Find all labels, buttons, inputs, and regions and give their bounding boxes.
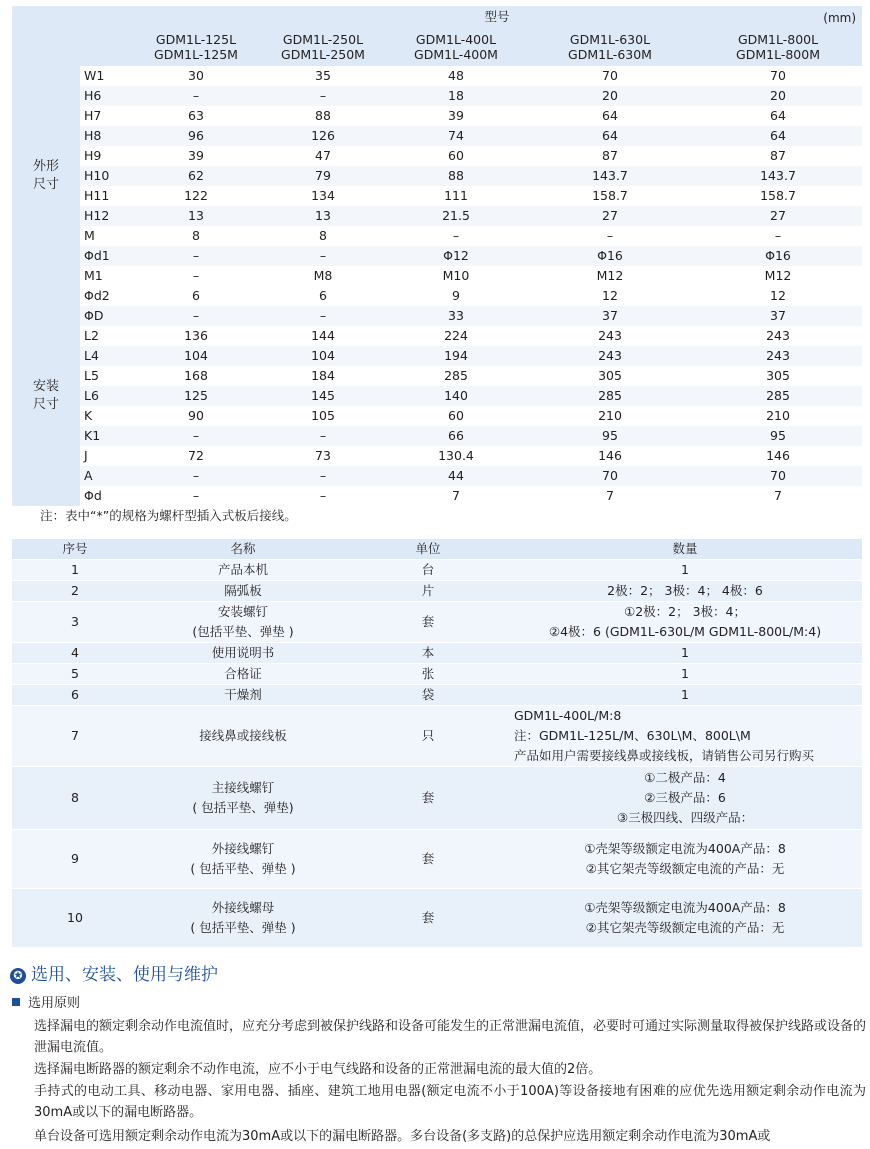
dimension-value: 111 bbox=[386, 186, 526, 206]
dimension-value: 79 bbox=[260, 166, 386, 186]
group-label bbox=[12, 286, 80, 506]
item-name-line: 使用说明书 bbox=[211, 645, 275, 660]
dimension-value: 305 bbox=[694, 366, 862, 386]
item-unit: 套 bbox=[348, 889, 508, 948]
dimension-value: 140 bbox=[386, 386, 526, 406]
paragraph: 手持式的电动工具、移动电器、家用电器、插座、建筑工地用电器(额定电流不小于100A)等设备接地有困难的应优先选用额定剩余动作电流为30mA或以下的漏电断路器。 bbox=[34, 1084, 866, 1120]
item-name-line: 干燥剂 bbox=[224, 687, 262, 702]
dimension-value: 70 bbox=[694, 466, 862, 486]
dimension-value: 105 bbox=[260, 406, 386, 426]
dimension-value: 18 bbox=[386, 86, 526, 106]
dimension-value: 95 bbox=[694, 426, 862, 446]
dimension-value: 37 bbox=[694, 306, 862, 326]
dimension-row bbox=[12, 126, 862, 146]
dimension-value: M10 bbox=[386, 266, 526, 286]
item-number: 10 bbox=[12, 889, 138, 948]
dimension-row bbox=[12, 386, 862, 406]
dimension-table bbox=[12, 6, 862, 506]
dimension-value: 64 bbox=[694, 126, 862, 146]
dimension-row bbox=[12, 146, 862, 166]
item-name-line: 外接线螺母 bbox=[211, 900, 275, 915]
dimension-value: 20 bbox=[526, 86, 694, 106]
accessory-row bbox=[12, 706, 862, 767]
dimension-value: 7 bbox=[526, 486, 694, 506]
item-name-line: 主接线螺钉 bbox=[211, 780, 275, 795]
dimension-value: 48 bbox=[386, 66, 526, 86]
dimension-value: M12 bbox=[694, 266, 862, 286]
item-name bbox=[138, 830, 348, 889]
accessory-row bbox=[12, 889, 862, 948]
dimension-value: 104 bbox=[260, 346, 386, 366]
item-number: 1 bbox=[12, 560, 138, 581]
model-name: GDM1L-125L bbox=[155, 32, 237, 47]
dimension-label: L4 bbox=[80, 346, 132, 366]
item-quantity bbox=[508, 643, 862, 664]
dimension-value: 243 bbox=[526, 346, 694, 366]
dimension-label: M1 bbox=[80, 266, 132, 286]
dimension-value: 70 bbox=[526, 466, 694, 486]
dimension-value: 285 bbox=[526, 386, 694, 406]
dimension-value: 130.4 bbox=[386, 446, 526, 466]
dimension-row bbox=[12, 406, 862, 426]
dimension-value: 64 bbox=[526, 106, 694, 126]
item-quantity-line: GDM1L-400L/M:8 bbox=[514, 708, 622, 723]
dimension-label: H11 bbox=[80, 186, 132, 206]
dimension-value: – bbox=[260, 486, 386, 506]
dimension-value: 126 bbox=[260, 126, 386, 146]
dimension-value: 122 bbox=[132, 186, 260, 206]
item-unit: 张 bbox=[348, 664, 508, 685]
dimension-value: 243 bbox=[694, 326, 862, 346]
dimension-value: 74 bbox=[386, 126, 526, 146]
item-name bbox=[138, 643, 348, 664]
item-quantity-line: ①壳架等级额定电流为400A产品：8 bbox=[584, 841, 786, 856]
item-quantity-line: ①2极：2； 3极：4； bbox=[624, 604, 746, 619]
dimension-row bbox=[12, 426, 862, 446]
item-number: 5 bbox=[12, 664, 138, 685]
item-quantity bbox=[508, 664, 862, 685]
dimension-row bbox=[12, 206, 862, 226]
item-unit: 套 bbox=[348, 602, 508, 643]
item-quantity-line: ①二极产品：4 bbox=[644, 770, 726, 785]
dimension-row bbox=[12, 226, 862, 246]
column-header: 名称 bbox=[138, 539, 348, 560]
dimension-row bbox=[12, 446, 862, 466]
dimension-label: H10 bbox=[80, 166, 132, 186]
dimension-label: A bbox=[80, 466, 132, 486]
dimension-value: 12 bbox=[526, 286, 694, 306]
dimension-label: Φd1 bbox=[80, 246, 132, 266]
dimension-value: 27 bbox=[526, 206, 694, 226]
dimension-value: 70 bbox=[694, 66, 862, 86]
item-name-line: 外接线螺钉 bbox=[211, 841, 275, 856]
dimension-value: 143.7 bbox=[526, 166, 694, 186]
dimension-value: Φ16 bbox=[694, 246, 862, 266]
dimension-value: 158.7 bbox=[694, 186, 862, 206]
item-quantity-line: 2极：2； 3极：4； 4极：6 bbox=[607, 583, 763, 598]
dimension-value: 88 bbox=[260, 106, 386, 126]
item-name-line: ( 包括平垫、弹垫) bbox=[192, 800, 294, 815]
dimension-value: – bbox=[260, 466, 386, 486]
dimension-value: M12 bbox=[526, 266, 694, 286]
model-header bbox=[694, 28, 862, 66]
dimension-value: 6 bbox=[132, 286, 260, 306]
model-name: GDM1L-250M bbox=[281, 47, 365, 62]
dimension-label: M bbox=[80, 226, 132, 246]
dimension-row bbox=[12, 466, 862, 486]
dimension-value: 285 bbox=[386, 366, 526, 386]
group-label-line: 外形 bbox=[32, 159, 59, 174]
item-name-line: 产品本机 bbox=[217, 562, 268, 577]
dimension-value: 64 bbox=[526, 126, 694, 146]
item-number: 8 bbox=[12, 767, 138, 830]
item-quantity-line: 1 bbox=[681, 666, 689, 681]
dimension-label: H8 bbox=[80, 126, 132, 146]
item-quantity-line: ①壳架等级额定电流为400A产品：8 bbox=[584, 900, 786, 915]
dimension-label: L5 bbox=[80, 366, 132, 386]
dimension-value: 35 bbox=[260, 66, 386, 86]
item-number: 2 bbox=[12, 581, 138, 602]
dimension-value: 144 bbox=[260, 326, 386, 346]
item-name bbox=[138, 706, 348, 767]
item-quantity-line: ②其它架壳等级额定电流的产品：无 bbox=[585, 861, 785, 876]
dimension-value: 146 bbox=[694, 446, 862, 466]
item-name bbox=[138, 560, 348, 581]
dimension-label: J bbox=[80, 446, 132, 466]
dimension-label: L6 bbox=[80, 386, 132, 406]
dimension-label: Φd2 bbox=[80, 286, 132, 306]
item-number: 4 bbox=[12, 643, 138, 664]
item-name-line: ( 包括平垫、弹垫 ) bbox=[190, 920, 296, 935]
dimension-label: L2 bbox=[80, 326, 132, 346]
corner-cell bbox=[12, 6, 132, 66]
accessory-row bbox=[12, 560, 862, 581]
model-name: GDM1L-400M bbox=[414, 47, 498, 62]
dimension-value: 158.7 bbox=[526, 186, 694, 206]
dimension-value: 87 bbox=[694, 146, 862, 166]
dimension-value: 146 bbox=[526, 446, 694, 466]
dimension-value: 7 bbox=[694, 486, 862, 506]
item-unit: 袋 bbox=[348, 685, 508, 706]
dimension-row bbox=[12, 66, 862, 86]
group-label bbox=[12, 66, 80, 286]
dimension-value: 8 bbox=[132, 226, 260, 246]
model-name: GDM1L-630L bbox=[569, 32, 651, 47]
dimension-value: 64 bbox=[694, 106, 862, 126]
column-header: 数量 bbox=[508, 539, 862, 560]
item-quantity bbox=[508, 706, 862, 767]
dimension-value: 243 bbox=[694, 346, 862, 366]
dimension-value: 39 bbox=[386, 106, 526, 126]
dimension-row bbox=[12, 306, 862, 326]
accessory-row bbox=[12, 602, 862, 643]
column-header: 单位 bbox=[348, 539, 508, 560]
paragraph: 单台设备可选用额定剩余动作电流为30mA或以下的漏电断路器。多台设备(多支路)的总保护应选用额定剩余动作电流为30mA或 bbox=[34, 1129, 771, 1144]
dimension-value: 145 bbox=[260, 386, 386, 406]
dimension-value: 243 bbox=[526, 326, 694, 346]
dimension-value: 72 bbox=[132, 446, 260, 466]
dimension-value: 62 bbox=[132, 166, 260, 186]
group-label-line: 安装 bbox=[32, 379, 59, 394]
model-header bbox=[260, 28, 386, 66]
item-number: 3 bbox=[12, 602, 138, 643]
item-unit: 片 bbox=[348, 581, 508, 602]
dimension-row bbox=[12, 366, 862, 386]
item-quantity bbox=[508, 767, 862, 830]
dimension-value: 70 bbox=[526, 66, 694, 86]
accessory-table bbox=[12, 539, 862, 948]
model-header bbox=[526, 28, 694, 66]
accessory-row bbox=[12, 767, 862, 830]
dimension-value: 60 bbox=[386, 406, 526, 426]
dimension-value: 44 bbox=[386, 466, 526, 486]
dimension-row bbox=[12, 86, 862, 106]
dimension-value: 88 bbox=[386, 166, 526, 186]
dimension-value: 134 bbox=[260, 186, 386, 206]
dimension-value: – bbox=[260, 306, 386, 326]
dimension-value: 30 bbox=[132, 66, 260, 86]
subsection-title-text: 选用原则 bbox=[28, 996, 81, 1011]
dimension-value: 60 bbox=[386, 146, 526, 166]
dimension-value: 20 bbox=[694, 86, 862, 106]
item-quantity-line: ②其它架壳等级额定电流的产品：无 bbox=[585, 920, 785, 935]
dimension-value: 104 bbox=[132, 346, 260, 366]
dimension-value: 87 bbox=[526, 146, 694, 166]
dimension-label: K bbox=[80, 406, 132, 426]
section-title bbox=[10, 960, 218, 985]
model-header bbox=[132, 28, 260, 66]
item-name-line: (包括平垫、弹垫 ) bbox=[192, 624, 294, 639]
dimension-value: – bbox=[386, 226, 526, 246]
item-unit: 套 bbox=[348, 767, 508, 830]
dimension-value: 66 bbox=[386, 426, 526, 446]
dimension-value: – bbox=[260, 426, 386, 446]
dimension-label: W1 bbox=[80, 66, 132, 86]
section-title-text: 选用、安装、使用与维护 bbox=[31, 965, 218, 985]
item-name bbox=[138, 685, 348, 706]
dimension-value: 33 bbox=[386, 306, 526, 326]
item-unit: 台 bbox=[348, 560, 508, 581]
dimension-value: – bbox=[132, 246, 260, 266]
model-header-row bbox=[12, 28, 862, 66]
dimension-value: 95 bbox=[526, 426, 694, 446]
item-quantity-line: ③三极四线、四级产品： bbox=[616, 810, 754, 825]
dimension-value: 96 bbox=[132, 126, 260, 146]
dimension-value: 136 bbox=[132, 326, 260, 346]
subsection-title bbox=[12, 992, 80, 1011]
dimension-row bbox=[12, 186, 862, 206]
dimension-value: 285 bbox=[694, 386, 862, 406]
dimension-value: 184 bbox=[260, 366, 386, 386]
dimension-value: 90 bbox=[132, 406, 260, 426]
model-name: GDM1L-250L bbox=[282, 32, 364, 47]
item-name-line: 隔弧板 bbox=[224, 583, 262, 598]
model-name: GDM1L-400L bbox=[415, 32, 497, 47]
paragraph: 选择漏电断路器的额定剩余不动作电流，应不小于电气线路和设备的正常泄漏电流的最大值的2倍。 bbox=[34, 1062, 602, 1077]
item-name bbox=[138, 889, 348, 948]
dimension-value: – bbox=[132, 266, 260, 286]
dimension-value: 125 bbox=[132, 386, 260, 406]
item-number: 9 bbox=[12, 830, 138, 889]
accessory-header-row bbox=[12, 539, 862, 560]
dimension-value: 63 bbox=[132, 106, 260, 126]
dimension-value: Φ16 bbox=[526, 246, 694, 266]
model-name: GDM1L-800M bbox=[736, 47, 820, 62]
item-name bbox=[138, 581, 348, 602]
star-icon: ✪ bbox=[10, 968, 26, 984]
dimension-label: Φd bbox=[80, 486, 132, 506]
dimension-value: – bbox=[132, 306, 260, 326]
dimension-value: 210 bbox=[526, 406, 694, 426]
paragraph: 选择漏电的额定剩余动作电流值时，应充分考虑到被保护线路和设备可能发生的正常泄漏电流值，必要时可通过实际测量取得被保护线路或设备的泄漏电流值。 bbox=[34, 1019, 867, 1055]
dimension-value: 305 bbox=[526, 366, 694, 386]
dimension-value: – bbox=[132, 466, 260, 486]
item-quantity-line: 产品如用户需要接线鼻或接线板，请销售公司另行购买 bbox=[514, 748, 815, 763]
item-quantity bbox=[508, 581, 862, 602]
item-quantity-line: 注：GDM1L-125L/M、630L\M、800L\M bbox=[514, 728, 751, 743]
dimension-value: – bbox=[132, 86, 260, 106]
dimension-value: 6 bbox=[260, 286, 386, 306]
item-quantity-line: ②三极产品：6 bbox=[644, 790, 726, 805]
item-quantity bbox=[508, 602, 862, 643]
dimension-label: H7 bbox=[80, 106, 132, 126]
model-title-cell bbox=[132, 6, 862, 28]
item-name-line: 合格证 bbox=[224, 666, 262, 681]
dimension-row bbox=[12, 486, 862, 506]
dimension-value: 13 bbox=[132, 206, 260, 226]
item-unit: 只 bbox=[348, 706, 508, 767]
dimension-label: K1 bbox=[80, 426, 132, 446]
dimension-row bbox=[12, 106, 862, 126]
unit-label: (mm) bbox=[823, 11, 857, 25]
item-name bbox=[138, 767, 348, 830]
dimension-value: 8 bbox=[260, 226, 386, 246]
dimension-label: H12 bbox=[80, 206, 132, 226]
item-number: 7 bbox=[12, 706, 138, 767]
dimension-value: 168 bbox=[132, 366, 260, 386]
dimension-note: 注：表中“*”的规格为螺杆型插入式板后接线。 bbox=[40, 508, 297, 523]
item-quantity bbox=[508, 685, 862, 706]
item-name-line: 接线鼻或接线板 bbox=[199, 728, 287, 743]
accessory-row bbox=[12, 830, 862, 889]
square-bullet-icon bbox=[12, 998, 20, 1006]
dimension-row bbox=[12, 266, 862, 286]
dimension-label: H9 bbox=[80, 146, 132, 166]
dimension-value: 39 bbox=[132, 146, 260, 166]
accessory-row bbox=[12, 581, 862, 602]
column-header: 序号 bbox=[12, 539, 138, 560]
dimension-value: 7 bbox=[386, 486, 526, 506]
dimension-value: 143.7 bbox=[694, 166, 862, 186]
dimension-value: 224 bbox=[386, 326, 526, 346]
item-unit: 套 bbox=[348, 830, 508, 889]
dimension-value: 13 bbox=[260, 206, 386, 226]
dimension-value: 37 bbox=[526, 306, 694, 326]
dimension-value: M8 bbox=[260, 266, 386, 286]
dimension-value: – bbox=[260, 86, 386, 106]
dimension-value: – bbox=[132, 486, 260, 506]
dimension-value: 194 bbox=[386, 346, 526, 366]
dimension-value: – bbox=[132, 426, 260, 446]
dimension-row bbox=[12, 246, 862, 266]
model-header bbox=[386, 28, 526, 66]
dimension-label: H6 bbox=[80, 86, 132, 106]
accessory-row bbox=[12, 685, 862, 706]
dimension-value: 9 bbox=[386, 286, 526, 306]
dimension-value: – bbox=[694, 226, 862, 246]
item-quantity bbox=[508, 560, 862, 581]
model-title: 型号 bbox=[484, 9, 510, 24]
dimension-value: 210 bbox=[694, 406, 862, 426]
item-quantity-line: 1 bbox=[681, 562, 689, 577]
accessory-row bbox=[12, 664, 862, 685]
dimension-value: 73 bbox=[260, 446, 386, 466]
item-name-line: ( 包括平垫、弹垫 ) bbox=[190, 861, 296, 876]
item-name bbox=[138, 664, 348, 685]
item-name-line: 安装螺钉 bbox=[217, 604, 268, 619]
group-label-line: 尺寸 bbox=[32, 177, 59, 192]
item-number: 6 bbox=[12, 685, 138, 706]
dimension-value: Φ12 bbox=[386, 246, 526, 266]
model-name: GDM1L-125M bbox=[154, 47, 238, 62]
item-unit: 本 bbox=[348, 643, 508, 664]
dimension-value: 21.5 bbox=[386, 206, 526, 226]
model-name: GDM1L-630M bbox=[568, 47, 652, 62]
item-quantity-line: 1 bbox=[681, 645, 689, 660]
dimension-value: 12 bbox=[694, 286, 862, 306]
item-quantity-line: ②4极：6 (GDM1L-630L/M GDM1L-800L/M:4) bbox=[548, 624, 822, 639]
dimension-row bbox=[12, 286, 862, 306]
item-name bbox=[138, 602, 348, 643]
model-name: GDM1L-800L bbox=[737, 32, 819, 47]
dimension-row bbox=[12, 166, 862, 186]
item-quantity bbox=[508, 830, 862, 889]
dimension-value: 27 bbox=[694, 206, 862, 226]
group-label-line: 尺寸 bbox=[32, 397, 59, 412]
dimension-row bbox=[12, 346, 862, 366]
item-quantity bbox=[508, 889, 862, 948]
dimension-value: 47 bbox=[260, 146, 386, 166]
dimension-label: ΦD bbox=[80, 306, 132, 326]
table-title-row bbox=[12, 6, 862, 28]
item-quantity-line: 1 bbox=[681, 687, 689, 702]
dimension-value: – bbox=[260, 246, 386, 266]
dimension-value: – bbox=[526, 226, 694, 246]
accessory-row bbox=[12, 643, 862, 664]
dimension-row bbox=[12, 326, 862, 346]
